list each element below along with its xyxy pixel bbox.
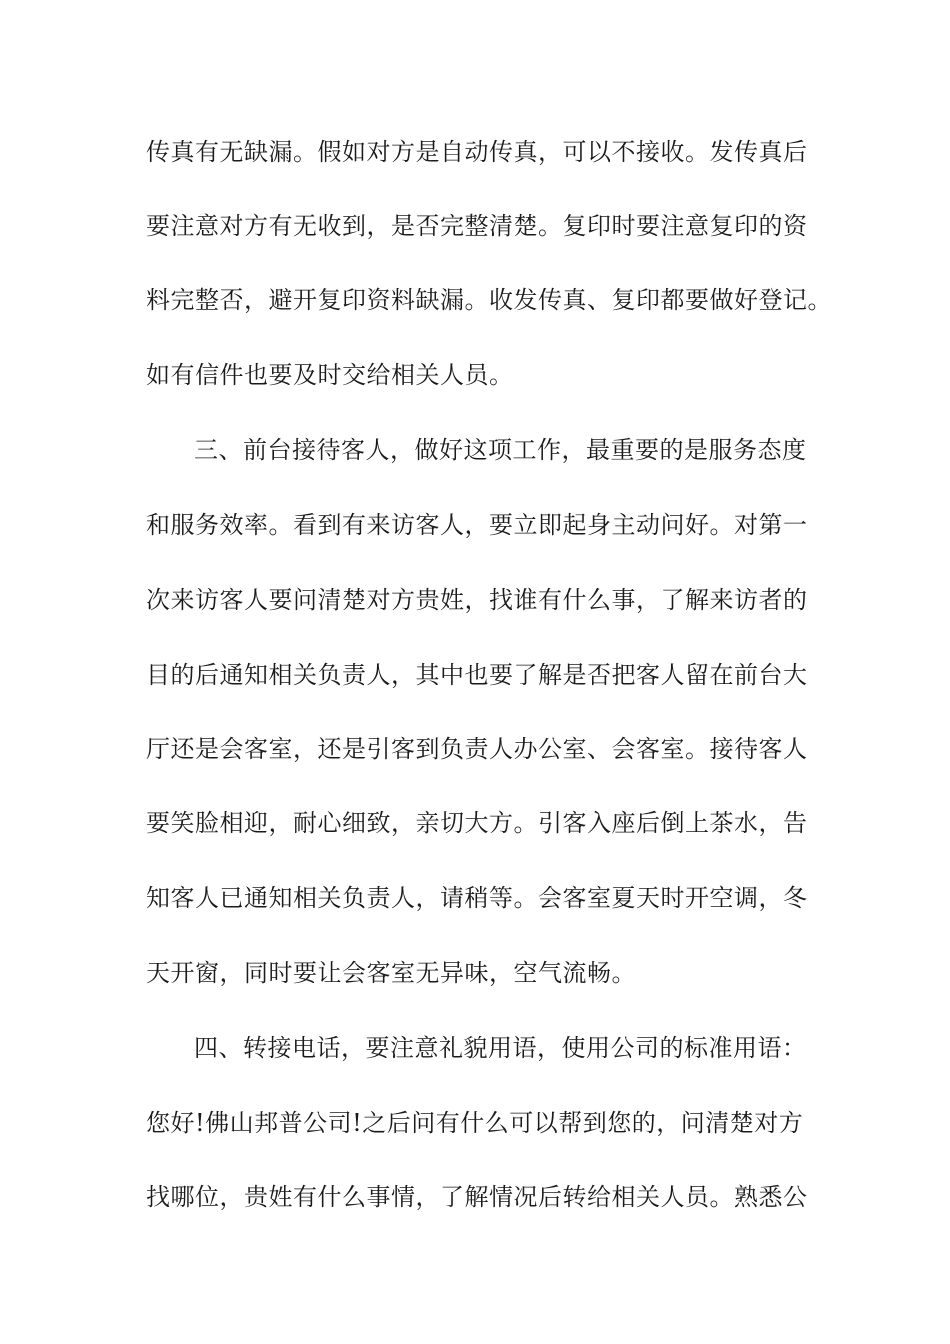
- paragraph-start-line: 四、转接电话，要注意礼貌用语，使用公司的标准用语：: [194, 1034, 807, 1062]
- text-line: 要笑脸相迎，耐心细致，亲切大方。引客入座后倒上茶水，告: [146, 809, 808, 837]
- text-line: 和服务效率。看到有来访客人，要立即起身主动问好。对第一: [146, 511, 808, 539]
- text-line: 目的后通知相关负责人，其中也要了解是否把客人留在前台大: [146, 661, 808, 689]
- text-line: 找哪位，贵姓有什么事情，了解情况后转给相关人员。熟悉公: [146, 1183, 808, 1211]
- text-line: 要注意对方有无收到，是否完整清楚。复印时要注意复印的资: [146, 212, 808, 240]
- paragraph-start-line: 三、前台接待客人，做好这项工作，最重要的是服务态度: [194, 436, 807, 464]
- text-line: 天开窗，同时要让会客室无异味，空气流畅。: [146, 959, 636, 987]
- text-line: 您好!佛山邦普公司!之后问有什么可以帮到您的，问清楚对方: [146, 1109, 804, 1137]
- text-line: 如有信件也要及时交给相关人员。: [146, 361, 514, 389]
- text-line: 知客人已通知相关负责人，请稍等。会客室夏天时开空调，冬: [146, 884, 808, 912]
- text-line: 传真有无缺漏。假如对方是自动传真，可以不接收。发传真后: [146, 138, 808, 166]
- text-line: 厅还是会客室，还是引客到负责人办公室、会客室。接待客人: [146, 735, 808, 763]
- text-line: 料完整否，避开复印资料缺漏。收发传真、复印都要做好登记。: [146, 286, 832, 314]
- text-line: 次来访客人要问清楚对方贵姓，找谁有什么事，了解来访者的: [146, 586, 808, 614]
